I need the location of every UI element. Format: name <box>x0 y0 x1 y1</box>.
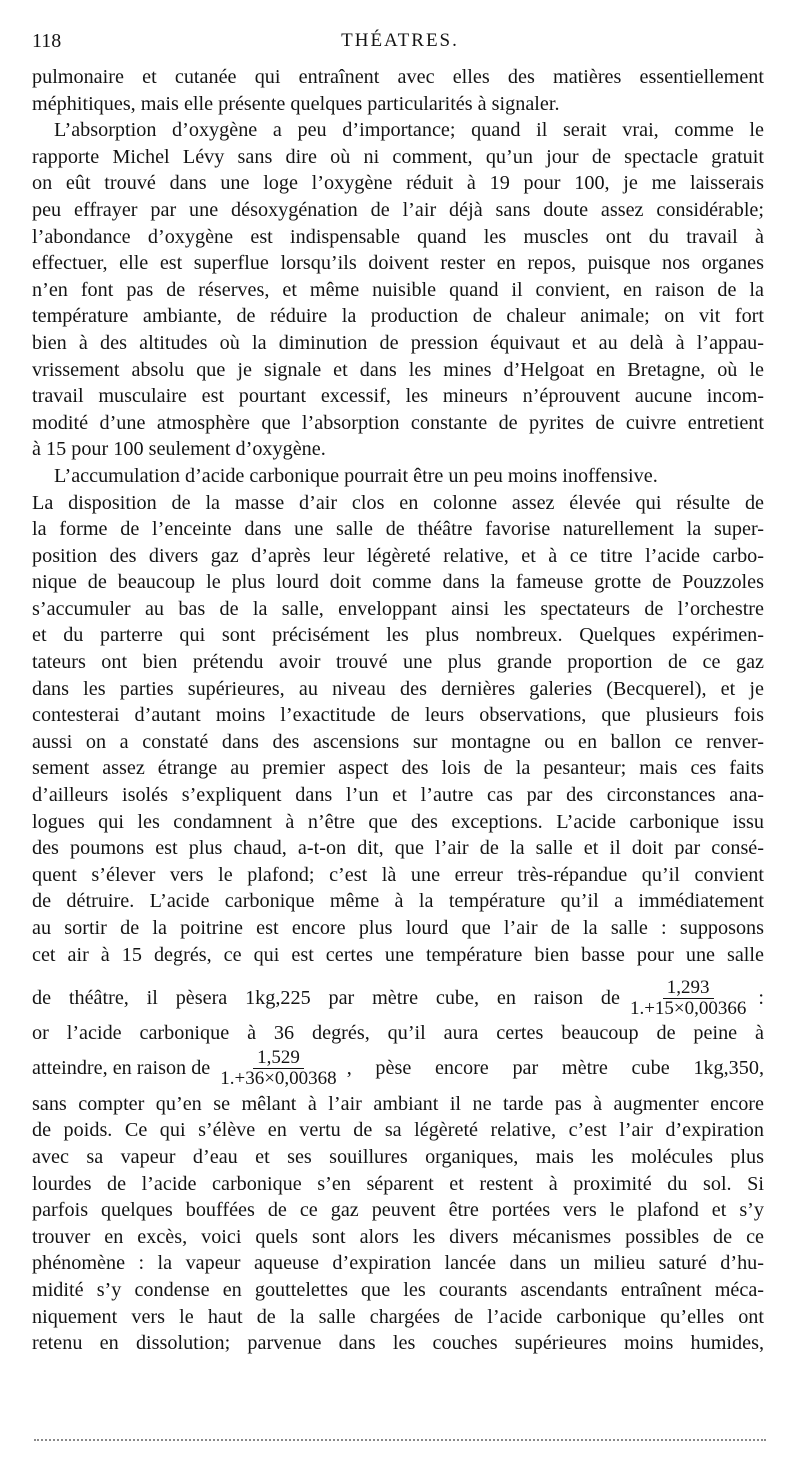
text-line: et du parterre qui sont précisément les plus nombreux. Quelques expérimen- <box>32 624 764 647</box>
running-head <box>32 30 768 56</box>
formula-2-trail-text: , pèse encore par mètre cube 1kg,350, <box>346 1057 764 1080</box>
text-line: peu effrayer par une désoxygénation de l’air déjà sans doute assez considérable; <box>32 198 764 221</box>
footer-dotted-rule <box>34 1439 766 1441</box>
text-line: nique de beaucoup le plus lourd doit comme dans la fameuse grotte de Pouzzoles <box>32 571 764 594</box>
text-line: tateurs ont bien prétendu avoir trouvé une plus grande proportion de ce gaz <box>32 651 764 674</box>
text-line: à 15 pour 100 seulement d’oxygène. <box>32 438 326 461</box>
body-text <box>32 64 764 1357</box>
text-line: modité d’une atmosphère que l’absorption constante de pyrites de cuivre entretient <box>32 411 764 434</box>
text-line: trouver en excès, voici quels sont alors les divers mécanismes possibles de ce <box>32 1225 764 1248</box>
text-line: vrissement absolu que je signale et dans les mines d’Helgoat en Bretagne, où le <box>32 358 764 381</box>
text-block-upper <box>32 64 764 968</box>
text-line: au sortir de la poitrine est encore plus lourd que l’air de la salle : supposons <box>32 917 764 939</box>
text-line: sement assez étrange au premier aspect des lois de la pesanteur; mais ces faits <box>32 757 764 780</box>
text-line: quent s’élever vers le plafond; c’est là une erreur très-répandue qu’il convient <box>32 863 764 886</box>
text-line: s’accumuler au bas de la salle, enveloppant ainsi les spectateurs de l’orchestre <box>32 597 764 620</box>
fraction-1 <box>626 978 750 1019</box>
text-line: d’ailleurs isolés s’expliquent dans l’un et l’autre cas par des circonstances ana- <box>32 784 764 807</box>
text-line: l’abondance d’oxygène est indispensable quand les muscles ont du travail à <box>32 225 764 248</box>
text-line: sans compter qu’en se mêlant à l’air ambiant il ne tarde pas à augmenter encore <box>32 1092 764 1115</box>
text-line: on eût trouvé dans une loge l’oxygène réduit à 19 pour 100, je me laisserais <box>32 172 764 195</box>
text-line: or l’acide carbonique à 36 degrés, qu’il aura certes beaucoup de peine à <box>32 1022 764 1045</box>
text-line: contesterai d’autant moins l’exactitude de leurs observations, que plusieurs fois <box>32 704 764 727</box>
text-line: position des divers gaz d’après leur légèreté relative, et à ce titre l’acide carbo- <box>32 544 764 567</box>
formula-1-lead-text: de théâtre, il pèsera 1kg,225 par mètre cube, en raison de <box>32 986 620 1009</box>
text-line: des poumons est plus chaud, a-t-on dit, que l’air de la salle et il doit par consé- <box>32 837 764 860</box>
formula-2-lead-text: atteindre, en raison de <box>32 1057 211 1080</box>
text-line: n’en font pas de réserves, et même nuisible quand il convient, en raison de la <box>32 278 764 301</box>
text-line: cet air à 15 degrés, ce qui est certes une température bien basse pour une salle <box>32 943 764 966</box>
text-line: température ambiante, de réduire la production de chaleur animale; on vit fort <box>32 305 764 328</box>
text-line: aussi on a constaté dans des ascensions sur montagne ou en ballon ce renver- <box>32 730 764 753</box>
fraction-1-denominator: 1.+15×0,00366 <box>629 997 747 1019</box>
text-line: retenu en dissolution; parvenue dans les couches supérieures moins humides, <box>32 1332 764 1355</box>
text-block-lower <box>32 1091 764 1357</box>
text-line: effectuer, elle est superflue lorsqu’ils doivent rester en repos, puisque nos organes <box>32 252 764 275</box>
text-line: bien à des altitudes où la diminution de pression équivaut et au delà à l’appau- <box>32 331 764 354</box>
fraction-2 <box>216 1048 340 1089</box>
text-line: lourdes de l’acide carbonique s’en séparent et restent à proximité du sol. Si <box>32 1172 764 1195</box>
text-line: logues qui les condamnent à n’être que des exceptions. L’acide carbonique issu <box>32 810 764 833</box>
text-line: L’accumulation d’acide carbonique pourrait être un peu moins inoffensive. <box>54 464 658 487</box>
fraction-2-numerator: 1,529 <box>253 1048 304 1069</box>
fraction-2-denominator: 1.+36×0,00368 <box>220 1068 337 1090</box>
text-line: dans les parties supérieures, au niveau des dernières galeries (Becquerel), et je <box>32 677 764 700</box>
text-line: phénomène : la vapeur aqueuse d’expiration lancée dans un milieu saturé d’hu- <box>32 1252 764 1275</box>
text-line: pulmonaire et cutanée qui entraînent avec elles des matières essentiellement <box>32 66 764 88</box>
text-line: méphitiques, mais elle présente quelques particularités à signaler. <box>32 92 560 115</box>
formula-line-1 <box>32 976 764 1020</box>
formula-line-2 <box>32 1047 764 1091</box>
text-line: L’absorption d’oxygène a peu d’importance; quand il serait vrai, comme le <box>54 119 764 142</box>
text-line: niquement vers le haut de la salle chargées de l’acide carbonique qu’elles ont <box>32 1305 764 1328</box>
text-line: rapporte Michel Lévy sans dire où ni comment, qu’un jour de spectacle gratuit <box>32 145 764 168</box>
text-line: La disposition de la masse d’air clos en colonne assez élevée qui résulte de <box>32 491 764 514</box>
running-title: THÉATRES. <box>341 30 459 51</box>
page-number: 118 <box>32 30 62 52</box>
formula-1-suffix: : <box>758 986 764 1009</box>
text-line: midité s’y condense en gouttelettes que les courants ascendants entraînent méca- <box>32 1278 764 1301</box>
text-line: avec sa vapeur d’eau et ses souillures organiques, mais les molécules plus <box>32 1145 764 1168</box>
fraction-1-numerator: 1,293 <box>663 978 714 999</box>
text-line: la forme de l’enceinte dans une salle de théâtre favorise naturellement la super- <box>32 518 764 541</box>
text-line: travail musculaire est pourtant excessif, les mineurs n’éprouvent aucune incom- <box>32 385 764 408</box>
text-line: parfois quelques bouffées de ce gaz peuvent être portées vers le plafond et s’y <box>32 1199 764 1222</box>
text-line: de détruire. L’acide carbonique même à la température qu’il a immédiatement <box>32 890 764 913</box>
text-line: de poids. Ce qui s’élève en vertu de sa légèreté relative, c’est l’air d’expiration <box>32 1119 764 1142</box>
